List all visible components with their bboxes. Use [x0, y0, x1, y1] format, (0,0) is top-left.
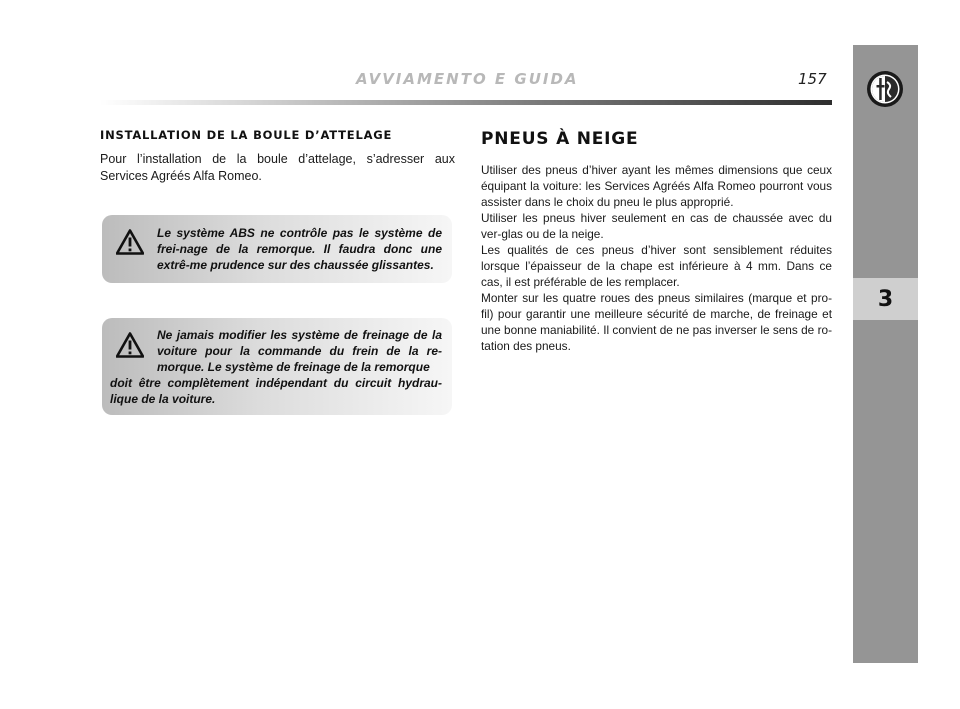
warning-text-brakes-top: Ne jamais modifier les système de freinage de la voiture pour la commande du frein de la re-morque. Le système de freinage de la remorque	[157, 328, 442, 374]
page-number: 157	[798, 70, 827, 88]
paragraph: Monter sur les quatre roues des pneus similaires (marque et pro-fil) pour garantir une meilleure sécurité de marche, de freinage et une bonne maniabilité. Il convient de ne pas inverser le sens de ro-tation des pneus.	[481, 291, 832, 353]
warning-text-brakes-bottom: doit être complètement indépendant du circuit hydrau-lique de la voiture.	[110, 376, 442, 406]
section-body-snow-tyres	[481, 162, 832, 354]
warning-box-brakes	[102, 318, 452, 415]
warning-triangle-icon	[116, 229, 144, 255]
warning-triangle-icon	[116, 332, 144, 358]
alfa-romeo-logo-icon	[866, 70, 904, 108]
section-heading-snow-tyres: PNEUS À NEIGE	[481, 129, 639, 149]
section-body-towing: Pour l’installation de la boule d’attelage, s’adresser aux Services Agréés Alfa Romeo.	[100, 152, 455, 183]
warning-text-abs: Le système ABS ne contrôle pas le système de frei-nage de la remorque. Il faudra donc une extrê-me prudence sur des chaussée glissantes.	[157, 226, 442, 272]
paragraph: Les qualités de ces pneus d’hiver sont sensiblement réduites lorsque l’épaisseur de la chape est inférieure à 4 mm. Dans ce cas, il est préférable de les remplacer.	[481, 243, 832, 289]
header-divider	[100, 100, 832, 105]
page-header-title: AVVIAMENTO E GUIDA	[356, 70, 579, 88]
paragraph: Utiliser des pneus d’hiver ayant les mêmes dimensions que ceux équipant la voiture: les Services Agréés Alfa Romeo pourront vous assister dans le choix du pneu le plus approprié.	[481, 163, 832, 209]
chapter-number[interactable]: 3	[853, 278, 918, 320]
paragraph: Utiliser les pneus hiver seulement en cas de chaussée avec du ver-glas ou de la neige.	[481, 211, 832, 241]
chapter-side-tab	[853, 45, 918, 663]
warning-box-abs	[102, 215, 452, 283]
section-heading-towing: INSTALLATION DE LA BOULE D’ATTELAGE	[100, 128, 393, 142]
